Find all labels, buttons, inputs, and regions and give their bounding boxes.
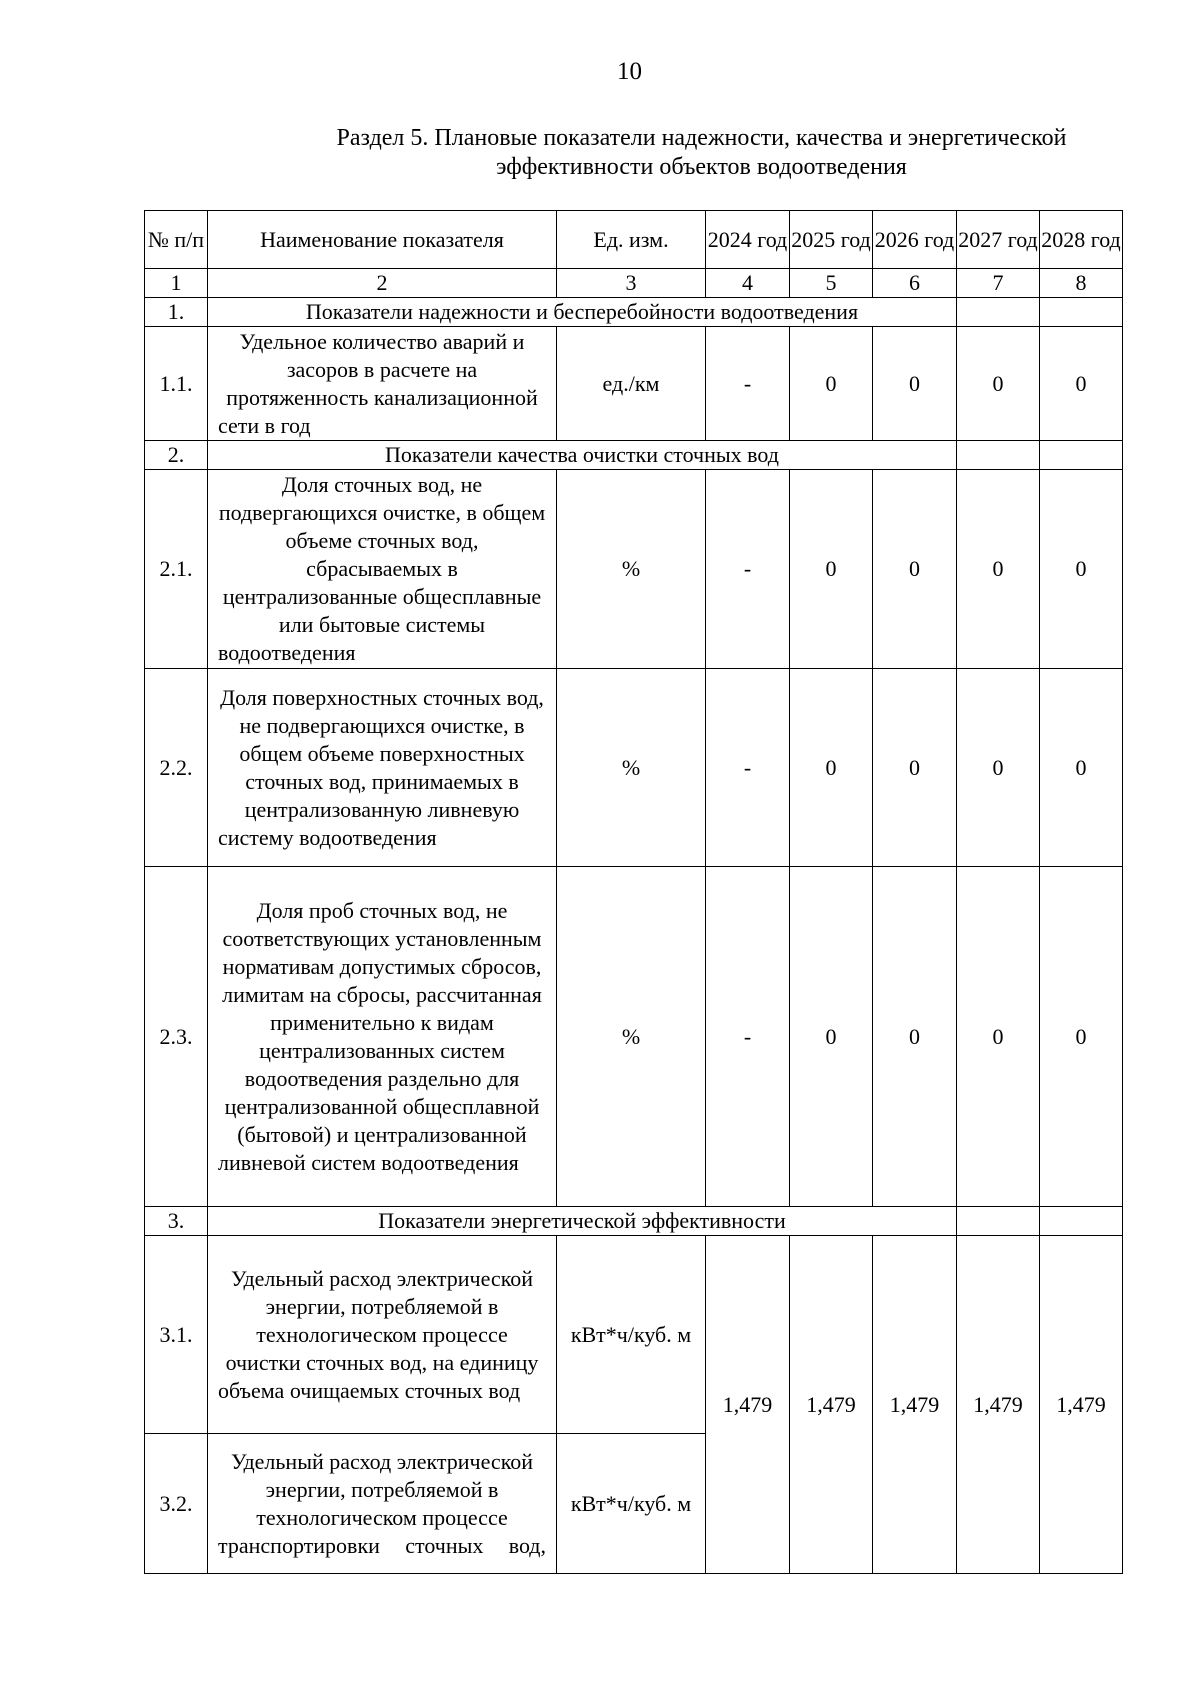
section-title-line-2: эффективности объектов водоотведения — [496, 154, 907, 180]
table-row — [145, 867, 1123, 1207]
indicator-name: Доля сточных вод, не подвергающихся очистке, в общем объеме сточных вод, сбрасываемых в централизованные общесплавные или бытовые системы водоотведения — [208, 470, 557, 669]
section-num: 2. — [145, 441, 208, 470]
value-cell: 0 — [790, 867, 873, 1207]
value-cell: 0 — [873, 470, 957, 669]
section-num: 1. — [145, 298, 208, 327]
indicator-unit: % — [557, 867, 706, 1207]
empty-cell — [1040, 1207, 1123, 1236]
column-index: 2 — [208, 269, 557, 298]
merged-value-cell: 1,479 — [790, 1236, 873, 1574]
section-num: 3. — [145, 1207, 208, 1236]
empty-cell — [1040, 441, 1123, 470]
column-index-row — [145, 269, 1123, 298]
empty-cell — [957, 1207, 1040, 1236]
value-cell: - — [706, 470, 790, 669]
column-index: 7 — [957, 269, 1040, 298]
value-cell: 0 — [1040, 867, 1123, 1207]
section-row — [145, 298, 1123, 327]
value-cell: 0 — [873, 867, 957, 1207]
column-index: 4 — [706, 269, 790, 298]
column-index: 5 — [790, 269, 873, 298]
value-cell: 0 — [1040, 470, 1123, 669]
merged-value-cell: 1,479 — [1040, 1236, 1123, 1574]
row-num: 2.2. — [145, 669, 208, 867]
header-year: 2025 год — [790, 211, 873, 269]
value-cell: 0 — [873, 669, 957, 867]
header-year: 2027 год — [957, 211, 1040, 269]
indicator-unit: ед./км — [557, 327, 706, 441]
value-cell: 0 — [957, 669, 1040, 867]
header-unit: Ед. изм. — [557, 211, 706, 269]
value-cell: 0 — [790, 669, 873, 867]
row-num: 2.1. — [145, 470, 208, 669]
value-cell: - — [706, 867, 790, 1207]
row-num: 1.1. — [145, 327, 208, 441]
header-num — [145, 211, 208, 269]
value-cell: - — [706, 669, 790, 867]
column-index: 3 — [557, 269, 706, 298]
value-cell: 0 — [957, 327, 1040, 441]
indicators-table — [144, 210, 1123, 1574]
merged-value-cell: 1,479 — [957, 1236, 1040, 1574]
table-row — [145, 327, 1123, 441]
value-cell: 0 — [790, 470, 873, 669]
indicator-name: Доля проб сточных вод, не соответствующих установленным нормативам допустимых сбросов, лимитам на сбросы, рассчитанная применительно к видам централизованных систем водоотведения раздельно для централизованной общесплавной (бытовой) и централизованной ливневой систем водоотведения — [208, 867, 557, 1207]
table-row — [145, 1236, 1123, 1434]
merged-value-cell: 1,479 — [706, 1236, 790, 1574]
indicator-name: Удельный расход электрической энергии, потребляемой в технологическом процессе транспортировки сточных вод, — [208, 1434, 557, 1574]
column-index: 6 — [873, 269, 957, 298]
indicator-name: Удельное количество аварий и засоров в расчете на протяженность канализационной сети в год — [208, 327, 557, 441]
section-row — [145, 1207, 1123, 1236]
indicator-unit: % — [557, 470, 706, 669]
value-cell: 0 — [1040, 327, 1123, 441]
header-num-text: № п/п — [147, 226, 205, 252]
empty-cell — [957, 441, 1040, 470]
header-year: 2026 год — [873, 211, 957, 269]
column-index: 8 — [1040, 269, 1123, 298]
section-title — [144, 124, 1200, 182]
header-name: Наименование показателя — [208, 211, 557, 269]
section-row — [145, 441, 1123, 470]
indicator-unit: кВт*ч/куб. м — [557, 1434, 706, 1574]
indicator-unit: кВт*ч/куб. м — [557, 1236, 706, 1434]
indicator-name: Удельный расход электрической энергии, потребляемой в технологическом процессе очистки сточных вод, на единицу объема очищаемых сточных вод — [208, 1236, 557, 1434]
section-title-cell: Показатели качества очистки сточных вод — [208, 441, 957, 470]
indicator-name: Доля поверхностных сточных вод, не подвергающихся очистке, в общем объеме поверхностных сточных вод, принимаемых в централизованную ливневую систему водоотведения — [208, 669, 557, 867]
indicator-unit: % — [557, 669, 706, 867]
row-num: 3.1. — [145, 1236, 208, 1434]
header-year: 2024 год — [706, 211, 790, 269]
value-cell: - — [706, 327, 790, 441]
header-year: 2028 год — [1040, 211, 1123, 269]
empty-cell — [957, 298, 1040, 327]
value-cell: 0 — [873, 327, 957, 441]
value-cell: 0 — [957, 867, 1040, 1207]
table-header-row — [145, 211, 1123, 269]
value-cell: 0 — [790, 327, 873, 441]
section-title-cell: Показатели надежности и бесперебойности водоотведения — [208, 298, 957, 327]
table-row — [145, 470, 1123, 669]
merged-value-cell: 1,479 — [873, 1236, 957, 1574]
row-num: 2.3. — [145, 867, 208, 1207]
table-row — [145, 669, 1123, 867]
empty-cell — [1040, 298, 1123, 327]
row-num: 3.2. — [145, 1434, 208, 1574]
page-number: 10 — [617, 58, 642, 85]
value-cell: 0 — [957, 470, 1040, 669]
column-index: 1 — [145, 269, 208, 298]
section-title-line-1: Раздел 5. Плановые показатели надежности, качества и энергетической — [336, 125, 1067, 151]
section-title-cell: Показатели энергетической эффективности — [208, 1207, 957, 1236]
value-cell: 0 — [1040, 669, 1123, 867]
